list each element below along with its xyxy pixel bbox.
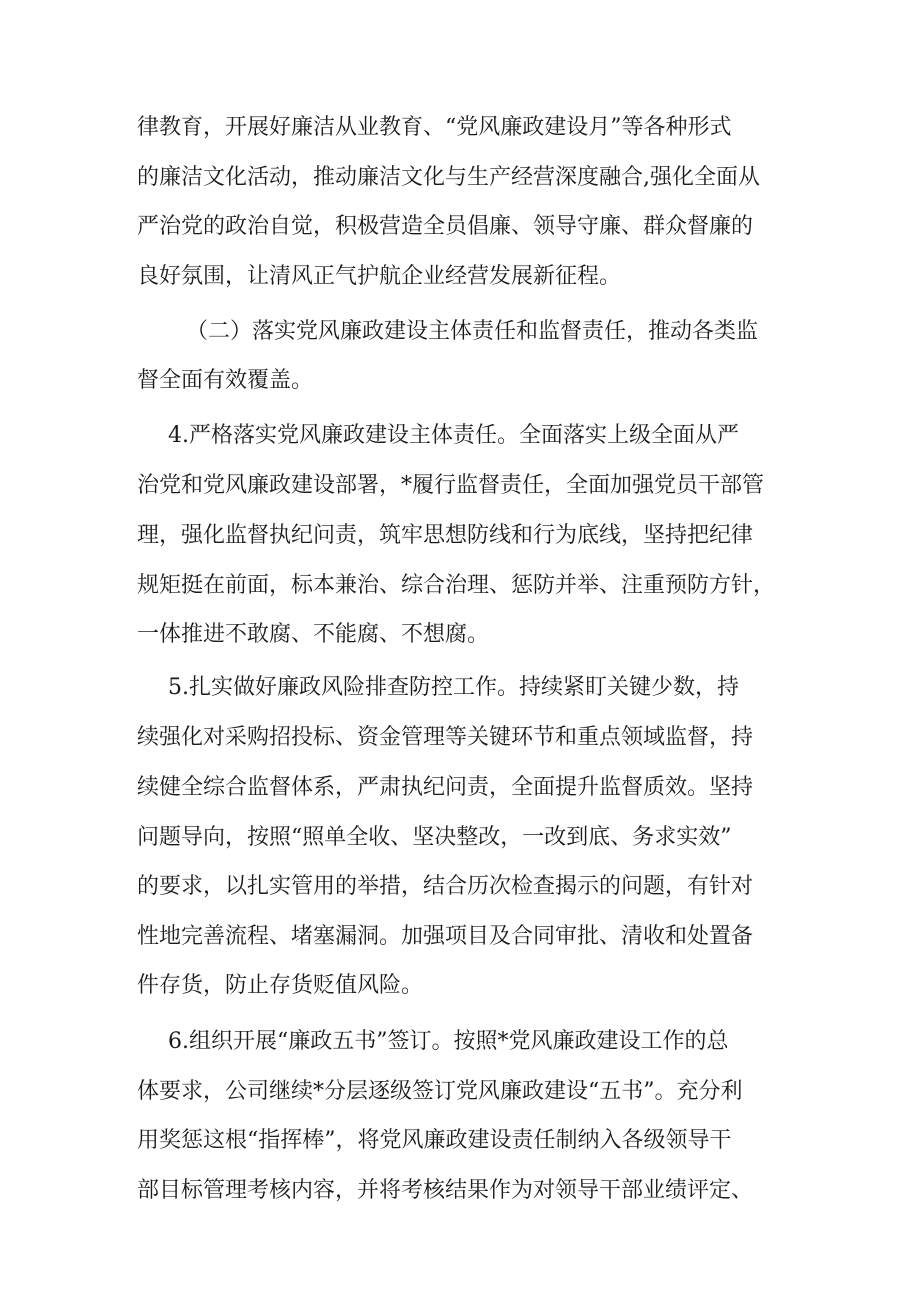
section-heading-line: （二）落实党风廉政建设主体责任和监督责任，推动各类监 — [186, 319, 759, 344]
item-4-line: 理，强化监督执纪问责，筑牢思想防线和行为底线，坚持把纪律 — [137, 523, 754, 548]
item-5-line: 续强化对采购招投标、资金管理等关键环节和重点领域监督，持 — [137, 725, 754, 750]
item-5-line: 的要求，以扎实管用的举措，结合历次检查揭示的问题，有针对 — [137, 874, 754, 899]
item-4-line: 治党和党风廉政建设部署，*履行监督责任，全面加强党员干部管 — [137, 473, 765, 498]
item-5-line: 性地完善流程、堵塞漏洞。加强项目及合同审批、清收和处置备 — [137, 924, 754, 949]
text-line: 良好氛围，让清风正气护航企业经营发展新征程。 — [137, 264, 622, 289]
item-6-line: 用奖惩这根“指挥棒”，将党风廉政建设责任制纳入各级领导干 — [137, 1128, 732, 1153]
item-6-line: 部目标管理考核内容，并将考核结果作为对领导干部业绩评定、 — [137, 1178, 754, 1203]
item-5-line: 5.扎实做好廉政风险排查防控工作。持续紧盯关键少数，持 — [168, 675, 739, 700]
item-4-line: 4.严格落实党风廉政建设主体责任。全面落实上级全面从严 — [168, 423, 739, 448]
text-line: 严治党的政治自觉，积极营造全员倡廉、领导守廉、群众督廉的 — [137, 214, 754, 239]
item-6-line: 体要求，公司继续*分层逐级签订党风廉政建设“五书”。充分利 — [137, 1079, 743, 1104]
item-5-line: 件存货，防止存货贬值风险。 — [137, 973, 424, 998]
section-heading-line: 督全面有效覆盖。 — [137, 368, 314, 393]
item-5-line: 续健全综合监督体系，严肃执纪问责，全面提升监督质效。坚持 — [137, 775, 754, 800]
text-line: 的廉洁文化活动，推动廉洁文化与生产经营深度融合,强化全面从 — [137, 165, 760, 190]
item-4-line: 规矩挺在前面，标本兼治、综合治理、惩防并举、注重预防方针， — [137, 573, 776, 598]
item-6-line: 6.组织开展“廉政五书”签订。按照*党风廉政建设工作的总 — [168, 1029, 729, 1054]
text-line: 律教育，开展好廉洁从业教育、“党风廉政建设月”等各种形式 — [137, 115, 732, 140]
item-5-line: 问题导向，按照“照单全收、坚决整改，一改到底、务求实效” — [137, 825, 732, 850]
item-4-line: 一体推进不敢腐、不能腐、不想腐。 — [137, 622, 490, 647]
